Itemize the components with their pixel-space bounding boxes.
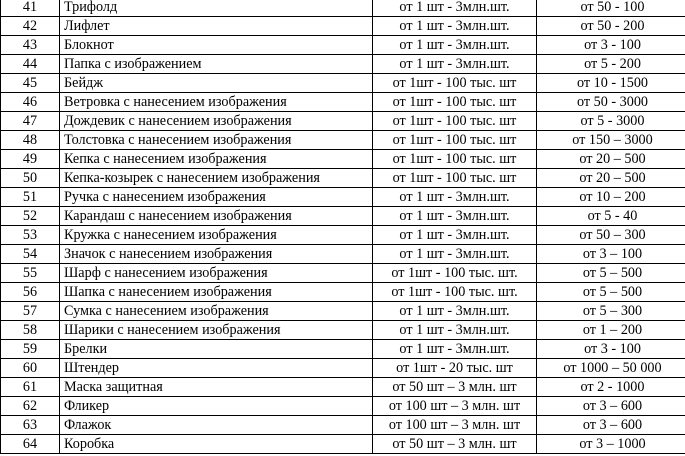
price-range-cell: от 5 – 300 [537, 302, 685, 321]
price-table-body [1, 0, 685, 454]
table-row [1, 207, 685, 226]
quantity-range-cell: от 1 шт - 3млн.шт. [373, 245, 537, 264]
product-name-cell: Ветровка с нанесением изображения [60, 93, 373, 112]
row-number-cell: 53 [1, 226, 60, 245]
product-name-cell: Кружка с нанесением изображения [60, 226, 373, 245]
product-name-cell: Флажок [60, 416, 373, 435]
row-number-cell: 64 [1, 435, 60, 454]
product-name-cell: Кепка-козырек с нанесением изображения [60, 169, 373, 188]
table-row [1, 17, 685, 36]
quantity-range-cell: от 1 шт - 3млн.шт. [373, 226, 537, 245]
product-name-cell: Толстовка с нанесением изображения [60, 131, 373, 150]
quantity-range-cell: от 100 шт – 3 млн. шт [373, 397, 537, 416]
product-name-cell: Шарф с нанесением изображения [60, 264, 373, 283]
table-row [1, 55, 685, 74]
row-number-cell: 42 [1, 17, 60, 36]
product-name-cell: Дождевик с нанесением изображения [60, 112, 373, 131]
table-row [1, 416, 685, 435]
table-row [1, 0, 685, 17]
product-name-cell: Коробка [60, 435, 373, 454]
table-row [1, 397, 685, 416]
quantity-range-cell: от 1 шт - 3млн.шт. [373, 17, 537, 36]
price-range-cell: от 50 - 200 [537, 17, 685, 36]
row-number-cell: 51 [1, 188, 60, 207]
table-row [1, 188, 685, 207]
row-number-cell: 48 [1, 131, 60, 150]
price-range-cell: от 3 – 100 [537, 245, 685, 264]
product-name-cell: Папка с изображением [60, 55, 373, 74]
price-range-cell: от 5 - 3000 [537, 112, 685, 131]
price-range-cell: от 10 - 1500 [537, 74, 685, 93]
price-range-cell: от 3 - 100 [537, 36, 685, 55]
row-number-cell: 63 [1, 416, 60, 435]
table-row [1, 169, 685, 188]
product-name-cell: Ручка с нанесением изображения [60, 188, 373, 207]
row-number-cell: 55 [1, 264, 60, 283]
quantity-range-cell: от 1шт - 100 тыс. шт. [373, 283, 537, 302]
table-row [1, 302, 685, 321]
table-row [1, 74, 685, 93]
quantity-range-cell: от 1 шт - 3млн.шт. [373, 302, 537, 321]
quantity-range-cell: от 1шт - 100 тыс. шт [373, 169, 537, 188]
quantity-range-cell: от 1шт - 20 тыс. шт [373, 359, 537, 378]
row-number-cell: 61 [1, 378, 60, 397]
price-range-cell: от 5 - 40 [537, 207, 685, 226]
product-name-cell: Шапка с нанесением изображения [60, 283, 373, 302]
row-number-cell: 59 [1, 340, 60, 359]
table-row [1, 321, 685, 340]
price-range-cell: от 3 – 600 [537, 397, 685, 416]
table-row [1, 378, 685, 397]
price-range-cell: от 50 - 100 [537, 0, 685, 17]
quantity-range-cell: от 1шт - 100 тыс. шт [373, 112, 537, 131]
row-number-cell: 45 [1, 74, 60, 93]
table-row [1, 112, 685, 131]
product-name-cell: Сумка с нанесением изображения [60, 302, 373, 321]
table-row [1, 245, 685, 264]
price-range-cell: от 3 - 100 [537, 340, 685, 359]
quantity-range-cell: от 1 шт - 3млн.шт. [373, 188, 537, 207]
quantity-range-cell: от 100 шт – 3 млн. шт [373, 416, 537, 435]
table-row [1, 283, 685, 302]
quantity-range-cell: от 1шт - 100 тыс. шт. [373, 264, 537, 283]
quantity-range-cell: от 1 шт - 3млн.шт. [373, 207, 537, 226]
price-range-cell: от 5 – 500 [537, 264, 685, 283]
product-name-cell: Трифолд [60, 0, 373, 17]
price-range-cell: от 50 - 3000 [537, 93, 685, 112]
product-name-cell: Блокнот [60, 36, 373, 55]
product-name-cell: Карандаш с нанесением изображения [60, 207, 373, 226]
product-name-cell: Фликер [60, 397, 373, 416]
quantity-range-cell: от 1шт - 100 тыс. шт [373, 74, 537, 93]
product-name-cell: Значок с нанесением изображения [60, 245, 373, 264]
price-range-cell: от 1000 – 50 000 [537, 359, 685, 378]
quantity-range-cell: от 1шт - 100 тыс. шт [373, 150, 537, 169]
row-number-cell: 43 [1, 36, 60, 55]
price-range-cell: от 20 – 500 [537, 150, 685, 169]
row-number-cell: 58 [1, 321, 60, 340]
quantity-range-cell: от 1 шт - 3млн.шт. [373, 340, 537, 359]
product-name-cell: Шарики с нанесением изображения [60, 321, 373, 340]
price-range-cell: от 5 – 500 [537, 283, 685, 302]
price-range-cell: от 1 – 200 [537, 321, 685, 340]
price-range-cell: от 2 - 1000 [537, 378, 685, 397]
table-row [1, 36, 685, 55]
table-row [1, 150, 685, 169]
quantity-range-cell: от 1 шт - 3млн.шт. [373, 55, 537, 74]
quantity-range-cell: от 50 шт – 3 млн. шт [373, 435, 537, 454]
price-range-cell: от 50 – 300 [537, 226, 685, 245]
table-row [1, 264, 685, 283]
price-range-cell: от 5 - 200 [537, 55, 685, 74]
quantity-range-cell: от 1 шт - 3млн.шт. [373, 36, 537, 55]
table-row [1, 131, 685, 150]
table-row [1, 435, 685, 454]
quantity-range-cell: от 1шт - 100 тыс. шт [373, 93, 537, 112]
table-row [1, 340, 685, 359]
product-name-cell: Лифлет [60, 17, 373, 36]
quantity-range-cell: от 1 шт - 3млн.шт. [373, 0, 537, 17]
row-number-cell: 47 [1, 112, 60, 131]
row-number-cell: 57 [1, 302, 60, 321]
price-range-cell: от 150 – 3000 [537, 131, 685, 150]
table-row [1, 226, 685, 245]
price-range-cell: от 10 – 200 [537, 188, 685, 207]
price-range-cell: от 3 – 600 [537, 416, 685, 435]
row-number-cell: 44 [1, 55, 60, 74]
row-number-cell: 62 [1, 397, 60, 416]
product-name-cell: Маска защитная [60, 378, 373, 397]
row-number-cell: 60 [1, 359, 60, 378]
product-name-cell: Кепка с нанесением изображения [60, 150, 373, 169]
row-number-cell: 56 [1, 283, 60, 302]
row-number-cell: 54 [1, 245, 60, 264]
row-number-cell: 50 [1, 169, 60, 188]
quantity-range-cell: от 1шт - 100 тыс. шт [373, 131, 537, 150]
row-number-cell: 52 [1, 207, 60, 226]
product-name-cell: Брелки [60, 340, 373, 359]
table-row [1, 359, 685, 378]
product-name-cell: Штендер [60, 359, 373, 378]
price-range-cell: от 3 – 1000 [537, 435, 685, 454]
table-row [1, 93, 685, 112]
price-range-cell: от 20 – 500 [537, 169, 685, 188]
product-name-cell: Бейдж [60, 74, 373, 93]
quantity-range-cell: от 50 шт – 3 млн. шт [373, 378, 537, 397]
row-number-cell: 41 [1, 0, 60, 17]
quantity-range-cell: от 1 шт - 3млн.шт. [373, 321, 537, 340]
row-number-cell: 46 [1, 93, 60, 112]
row-number-cell: 49 [1, 150, 60, 169]
